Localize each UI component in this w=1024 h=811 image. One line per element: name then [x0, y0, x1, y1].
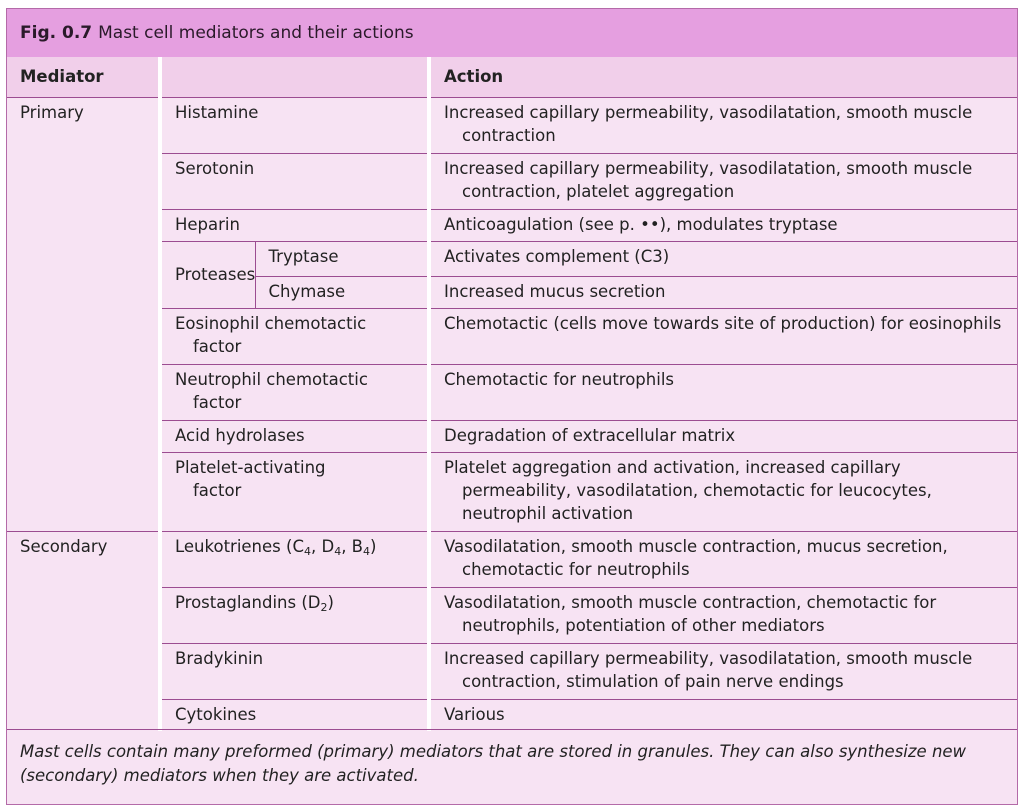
action-paf: Platelet aggregation and activation, increased capillary permeability, vasodilatation, chemotactic for leucocytes, neutrophil activation [429, 452, 1017, 531]
mediator-ecf: Eosinophil chemotactic factor [160, 308, 429, 364]
mediator-tryptase: Tryptase [255, 241, 429, 276]
mediator-acid-hydrolases: Acid hydrolases [160, 420, 429, 452]
figure-footnote: Mast cells contain many preformed (primary) mediators that are stored in granules. They can also synthesize new (secondary) mediators when they are activated. [7, 729, 1017, 788]
group-primary: Primary [7, 97, 160, 531]
mediator-chymase: Chymase [255, 276, 429, 308]
mediator-bradykinin: Bradykinin [160, 643, 429, 699]
action-prostaglandins: Vasodilatation, smooth muscle contraction, chemotactic for neutrophils, potentiation of other mediators [429, 587, 1017, 643]
action-leukotrienes: Vasodilatation, smooth muscle contraction, mucus secretion, chemotactic for neutrophils [429, 531, 1017, 587]
action-tryptase: Activates complement (C3) [429, 241, 1017, 276]
mediator-proteases: Proteases [160, 241, 255, 308]
action-histamine: Increased capillary permeability, vasodilatation, smooth muscle contraction [429, 97, 1017, 153]
action-ncf: Chemotactic for neutrophils [429, 364, 1017, 420]
action-serotonin: Increased capillary permeability, vasodilatation, smooth muscle contraction, platelet aggregation [429, 153, 1017, 209]
header-action: Action [429, 57, 1017, 97]
mediator-prostaglandins: Prostaglandins $(D_2)$ [160, 587, 429, 643]
mediator-heparin: Heparin [160, 209, 429, 241]
action-acid-hydrolases: Degradation of extracellular matrix [429, 420, 1017, 452]
mediator-serotonin: Serotonin [160, 153, 429, 209]
figure-title: Mast cell mediators and their actions [98, 23, 414, 43]
action-cytokines: Various [429, 699, 1017, 731]
action-chymase: Increased mucus secretion [429, 276, 1017, 308]
group-secondary: Secondary [20, 536, 108, 556]
mediator-ncf: Neutrophil chemotactic factor [160, 364, 429, 420]
table-row [7, 531, 1017, 587]
table-row [7, 97, 1017, 153]
mediator-leukotrienes: Leukotrienes ($C_4$, $D_4$, $B_4$) [160, 531, 429, 587]
action-heparin: Anticoagulation (see p. ••), modulates tryptase [429, 209, 1017, 241]
figure-box [6, 8, 1018, 805]
action-bradykinin: Increased capillary permeability, vasodilatation, smooth muscle contraction, stimulation of pain nerve endings [429, 643, 1017, 699]
action-ecf: Chemotactic (cells move towards site of production) for eosinophils [429, 308, 1017, 364]
figure-header [7, 9, 1017, 57]
header-blank [160, 57, 429, 97]
header-mediator: Mediator [7, 57, 160, 97]
mediator-histamine: Histamine [160, 97, 429, 153]
figure-label: Fig. 0.7 [20, 23, 93, 43]
mediator-cytokines: Cytokines [160, 699, 429, 731]
table-header-row [7, 57, 1017, 97]
mediator-paf: Platelet-activating factor [160, 452, 429, 531]
mediators-table [7, 57, 1017, 731]
